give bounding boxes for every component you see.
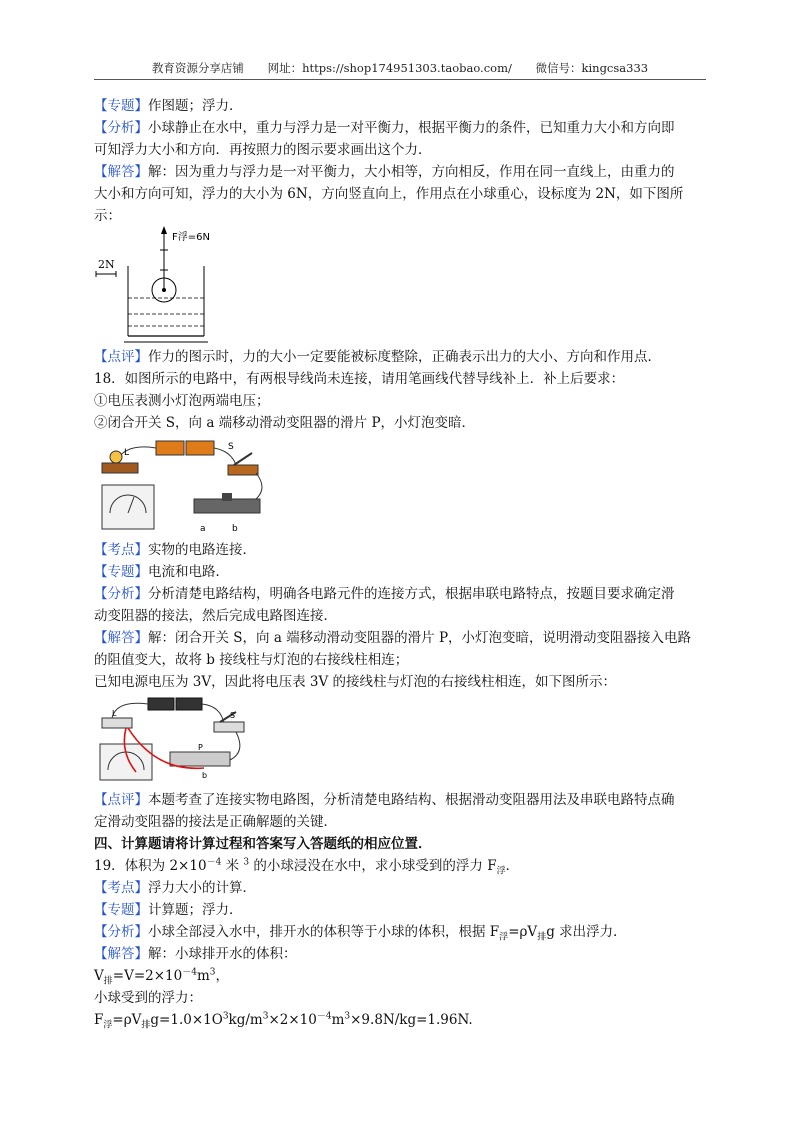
tag-analysis: 【分析】	[94, 120, 148, 136]
question-18: 18．如图所示的电路中，有两根导线尚未连接，请用笔画线代替导线补上．补上后要求：	[94, 371, 625, 387]
formula-buoyancy: $F_浮=\rho V_排g=1.0\times 1O^3kg/m^3\times 2\times 10^{-4}m^3\times 9.8N/kg=1.96N$.	[94, 1011, 473, 1031]
text-answer: 解：因为重力与浮力是一对平衡力，大小相等，方向相反，作用在同一直线上，由重力的	[148, 164, 675, 180]
line-analysis-3: 【分析】小球全部浸入水中，排开水的体积等于小球的体积，根据 $F_浮=\rho V_排g$ 求出浮力．	[94, 924, 627, 943]
question-19: 19．体积为 $2\times 10^{-4}$ 米 $^3$ 的小球浸没在水中，求小球受到的浮力 $F_浮$．	[94, 857, 520, 877]
voltmeter-2	[100, 744, 152, 780]
page-header	[94, 60, 706, 80]
section-heading: 四、计算题请将计算过程和答案写入答题纸的相应位置．	[94, 836, 432, 852]
voltmeter	[102, 485, 154, 529]
terminal-a-label: a	[200, 524, 206, 534]
line-comment-2-cont: 定滑动变阻器的接法是正确解题的关键．	[94, 814, 337, 830]
battery-2	[186, 441, 214, 455]
battery-1	[156, 441, 184, 455]
switch-lever	[234, 453, 252, 465]
circuit-figure	[96, 433, 276, 535]
tag-answer: 【解答】	[94, 164, 148, 180]
buoyancy-figure	[94, 226, 224, 344]
tag-topic-2: 【专题】	[94, 564, 148, 580]
line-analysis-cont: 可知浮力大小和方向．再按照力的图示要求画出这个力．	[94, 142, 432, 158]
header-wechat: 微信号：kingcsa333	[535, 61, 649, 75]
lamp-bulb	[110, 451, 122, 463]
text-keypoint: 实物的电路连接．	[148, 542, 256, 558]
tag-answer-2: 【解答】	[94, 630, 148, 646]
switch-label-2: S	[230, 711, 236, 720]
switch-body	[214, 722, 244, 732]
terminal-b-label-2: b	[202, 771, 208, 780]
line-answer-2-cont2: 已知电源电压为 3V，因此将电压表 3V 的接线柱与灯泡的右接线柱相连，如下图所示：	[94, 674, 617, 690]
header-shop: 教育资源分享店铺	[151, 61, 244, 75]
line-analysis-2	[94, 584, 675, 604]
tag-keypoint-3: 【考点】	[94, 880, 148, 896]
text-topic-2: 电流和电路．	[148, 564, 229, 580]
text-topic: 作图题；浮力．	[148, 98, 243, 114]
completed-circuit-figure	[96, 692, 256, 784]
terminal-b-label: b	[232, 524, 238, 534]
lamp-base	[102, 463, 138, 473]
rheostat-2	[170, 752, 230, 766]
line-topic-2	[94, 562, 229, 582]
tag-topic-3: 【专题】	[94, 902, 148, 918]
tag-answer-3: 【解答】	[94, 946, 148, 962]
line-keypoint-3	[94, 878, 256, 898]
battery-a	[148, 698, 174, 710]
tag-keypoint: 【考点】	[94, 542, 148, 558]
text-topic-3: 计算题；浮力．	[148, 902, 243, 918]
force-arrow-head	[161, 226, 167, 234]
line-comment-2	[94, 790, 675, 810]
line-buoyancy-label: 小球受到的浮力：	[94, 990, 202, 1006]
text-analysis-2: 分析清楚电路结构，明确各电路元件的连接方式，根据串联电路特点，按题目要求确定滑	[148, 586, 675, 602]
force-label: F浮=6N	[172, 232, 210, 243]
text-answer-3: 解：小球排开水的体积：	[148, 946, 297, 962]
header-url: 网址：https://shop174951303.taobao.com/	[267, 61, 512, 75]
text-analysis: 小球静止在水中，重力与浮力是一对平衡力，根据平衡力的条件，已知重力大小和方向即	[148, 120, 675, 136]
requirement-1: ①电压表测小灯泡两端电压；	[94, 393, 270, 409]
switch-label: S	[228, 442, 234, 452]
line-topic	[94, 96, 243, 116]
line-keypoint	[94, 540, 256, 560]
line-topic-3	[94, 900, 243, 920]
text-comment-2: 本题考查了连接实物电路图，分析清楚电路结构、根据滑动变阻器用法及串联电路特点确	[148, 792, 675, 808]
battery-b	[176, 698, 202, 710]
tag-analysis-3: 【分析】	[94, 924, 148, 940]
line-answer-3	[94, 944, 297, 964]
text-keypoint-3: 浮力大小的计算．	[148, 880, 256, 896]
line-answer-2	[94, 628, 691, 648]
line-analysis	[94, 118, 675, 138]
lamp-label-2: L	[112, 709, 117, 718]
line-answer-cont: 大小和方向可知，浮力的大小为 6N，方向竖直向上，作用点在小球重心，设标度为 2N，如下图所	[94, 186, 684, 202]
requirement-2: ②闭合开关 S，向 a 端移动滑动变阻器的滑片 P，小灯泡变暗．	[94, 415, 476, 431]
switch-base	[228, 465, 258, 475]
line-analysis-2-cont: 动变阻器的接法，然后完成电路图连接．	[94, 608, 337, 624]
scale-label: 2N	[98, 258, 115, 271]
line-answer-cont2: 示：	[94, 208, 121, 224]
lamp-label: L	[124, 448, 130, 458]
tag-analysis-2: 【分析】	[94, 586, 148, 602]
lamp-holder	[102, 718, 132, 728]
text-comment: 作力的图示时，力的大小一定要能被标度整除，正确表示出力的大小、方向和作用点．	[148, 349, 661, 365]
rheostat	[194, 499, 260, 513]
line-answer-2-cont: 的阻值变大，故将 b 接线柱与灯泡的右接线柱相连；	[94, 652, 409, 668]
text-answer-2: 解：闭合开关 S，向 a 端移动滑动变阻器的滑片 P，小灯泡变暗，说明滑动变阻器接入电路	[148, 630, 692, 646]
line-comment	[94, 347, 661, 367]
tag-topic: 【专题】	[94, 98, 148, 114]
line-answer	[94, 162, 675, 182]
formula-volume: $V_排=V=2\times 10^{-4}m^3$，	[94, 967, 229, 987]
slider-label: P	[198, 743, 203, 752]
tag-comment-2: 【点评】	[94, 792, 148, 808]
tag-comment: 【点评】	[94, 349, 148, 365]
rheostat-slider	[222, 493, 232, 501]
